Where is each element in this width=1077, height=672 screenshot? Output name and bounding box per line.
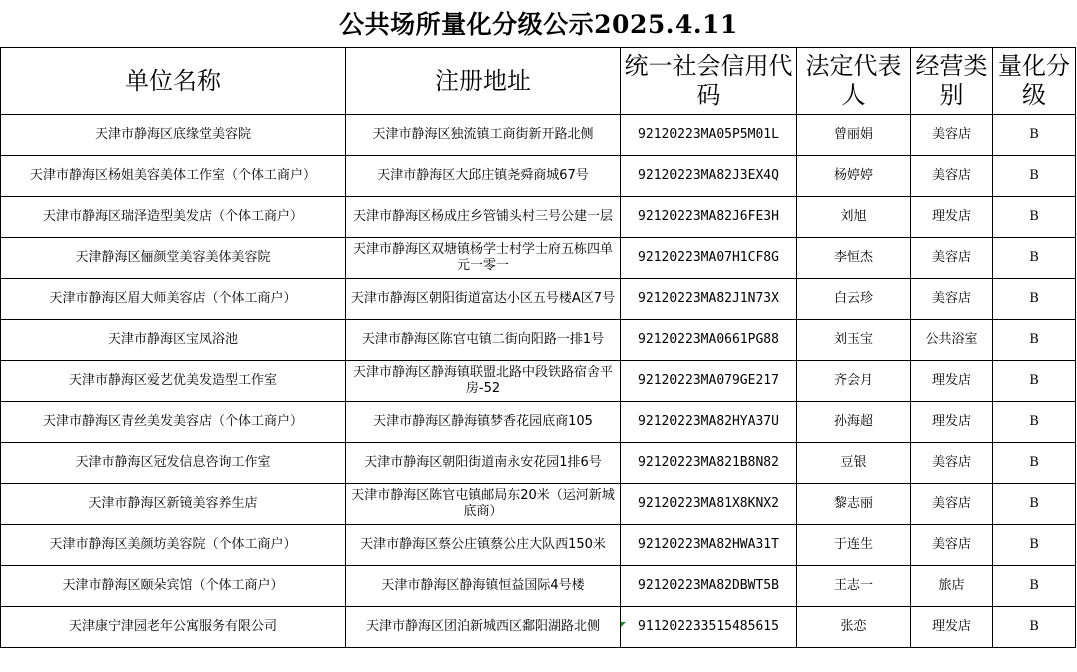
table-row <box>1 115 1076 156</box>
cell-grade: B <box>993 361 1076 402</box>
cell-type: 理发店 <box>911 402 993 443</box>
cell-rep: 刘旭 <box>797 197 911 238</box>
cell-type: 美容店 <box>911 279 993 320</box>
header-name: 单位名称 <box>1 48 346 115</box>
cell-name: 天津静海区俪颜堂美容美体美容院 <box>1 238 346 279</box>
table-row <box>1 156 1076 197</box>
cell-address: 天津市静海区静海镇恒益国际4号楼 <box>346 566 621 607</box>
cell-rep: 齐会月 <box>797 361 911 402</box>
cell-grade: B <box>993 402 1076 443</box>
cell-address: 天津市静海区静海镇联盟北路中段铁路宿舍平房-52 <box>346 361 621 402</box>
table-row <box>1 525 1076 566</box>
cell-rep: 张恋 <box>797 607 911 648</box>
table-row <box>1 279 1076 320</box>
table-row <box>1 484 1076 525</box>
cell-type: 理发店 <box>911 607 993 648</box>
cell-name: 天津市静海区冠发信息咨询工作室 <box>1 443 346 484</box>
cell-type: 美容店 <box>911 156 993 197</box>
cell-address: 天津市静海区大邱庄镇尧舜商城67号 <box>346 156 621 197</box>
cell-name: 天津市静海区美颜坊美容院（个体工商户） <box>1 525 346 566</box>
comment-marker-icon <box>621 622 626 627</box>
cell-code: 911202233515485615 <box>621 607 797 648</box>
table-row <box>1 443 1076 484</box>
cell-rep: 白云珍 <box>797 279 911 320</box>
cell-grade: B <box>993 238 1076 279</box>
cell-code: 92120223MA07H1CF8G <box>621 238 797 279</box>
cell-code: 92120223MA05P5M01L <box>621 115 797 156</box>
cell-code: 92120223MA82J6FE3H <box>621 197 797 238</box>
cell-type: 旅店 <box>911 566 993 607</box>
cell-type: 美容店 <box>911 525 993 566</box>
cell-code: 92120223MA81X8KNX2 <box>621 484 797 525</box>
cell-name: 天津康宁津园老年公寓服务有限公司 <box>1 607 346 648</box>
cell-type: 理发店 <box>911 197 993 238</box>
cell-grade: B <box>993 484 1076 525</box>
cell-address: 天津市静海区朝阳街道南永安花园1排6号 <box>346 443 621 484</box>
cell-code: 92120223MA821B8N82 <box>621 443 797 484</box>
cell-name: 天津市静海区瑞泽造型美发店（个体工商户） <box>1 197 346 238</box>
cell-name: 天津市静海区青丝美发美容店（个体工商户） <box>1 402 346 443</box>
cell-address: 天津市静海区朝阳街道富达小区五号楼A区7号 <box>346 279 621 320</box>
cell-grade: B <box>993 320 1076 361</box>
cell-name: 天津市静海区眉大师美容店（个体工商户） <box>1 279 346 320</box>
cell-address: 天津市静海区杨成庄乡管铺头村三号公建一层 <box>346 197 621 238</box>
cell-grade: B <box>993 566 1076 607</box>
cell-code: 92120223MA079GE217 <box>621 361 797 402</box>
cell-name: 天津市静海区新镜美容养生店 <box>1 484 346 525</box>
cell-rep: 于连生 <box>797 525 911 566</box>
cell-rep: 黎志丽 <box>797 484 911 525</box>
cell-type: 美容店 <box>911 443 993 484</box>
cell-address: 天津市静海区陈官屯镇二街向阳路一排1号 <box>346 320 621 361</box>
disclosure-table <box>0 47 1076 648</box>
cell-name: 天津市静海区颐朵宾馆（个体工商户） <box>1 566 346 607</box>
page-title: 公共场所量化分级公示2025.4.11 <box>339 10 738 39</box>
table-row <box>1 197 1076 238</box>
cell-name: 天津市静海区宝凤浴池 <box>1 320 346 361</box>
cell-rep: 王志一 <box>797 566 911 607</box>
cell-code: 92120223MA82DBWT5B <box>621 566 797 607</box>
cell-address: 天津市静海区团泊新城西区鄱阳湖路北侧 <box>346 607 621 648</box>
cell-grade: B <box>993 443 1076 484</box>
header-address: 注册地址 <box>346 48 621 115</box>
cell-name: 天津市静海区杨姐美容美体工作室（个体工商户） <box>1 156 346 197</box>
cell-address: 天津市静海区静海镇梦香花园底商105 <box>346 402 621 443</box>
cell-grade: B <box>993 607 1076 648</box>
cell-type: 理发店 <box>911 361 993 402</box>
header-code: 统一社会信用代码 <box>621 48 797 115</box>
cell-address: 天津市静海区陈官屯镇邮局东20米（运河新城底商） <box>346 484 621 525</box>
header-type: 经营类别 <box>911 48 993 115</box>
table-row <box>1 607 1076 648</box>
cell-rep: 刘玉宝 <box>797 320 911 361</box>
cell-code: 92120223MA82J1N73X <box>621 279 797 320</box>
cell-grade: B <box>993 279 1076 320</box>
cell-type: 美容店 <box>911 115 993 156</box>
cell-code: 92120223MA82HWA31T <box>621 525 797 566</box>
header-grade: 量化分级 <box>993 48 1076 115</box>
cell-address: 天津市静海区独流镇工商街新开路北侧 <box>346 115 621 156</box>
cell-code: 92120223MA82J3EX4Q <box>621 156 797 197</box>
table-row <box>1 402 1076 443</box>
cell-grade: B <box>993 115 1076 156</box>
cell-type: 美容店 <box>911 238 993 279</box>
header-rep: 法定代表人 <box>797 48 911 115</box>
cell-rep: 杨婷婷 <box>797 156 911 197</box>
cell-rep: 曾丽娟 <box>797 115 911 156</box>
cell-address: 天津市静海区蔡公庄镇蔡公庄大队西150米 <box>346 525 621 566</box>
cell-code: 92120223MA0661PG88 <box>621 320 797 361</box>
table-row <box>1 361 1076 402</box>
cell-code: 92120223MA82HYA37U <box>621 402 797 443</box>
header-row <box>1 48 1076 115</box>
cell-address: 天津市静海区双塘镇杨学士村学士府五栋四单元一零一 <box>346 238 621 279</box>
cell-rep: 李恒杰 <box>797 238 911 279</box>
cell-rep: 豆银 <box>797 443 911 484</box>
cell-grade: B <box>993 156 1076 197</box>
cell-rep: 孙海超 <box>797 402 911 443</box>
table-row <box>1 566 1076 607</box>
cell-grade: B <box>993 197 1076 238</box>
cell-type: 公共浴室 <box>911 320 993 361</box>
cell-name: 天津市静海区底缘堂美容院 <box>1 115 346 156</box>
cell-type: 美容店 <box>911 484 993 525</box>
table-row <box>1 320 1076 361</box>
cell-grade: B <box>993 525 1076 566</box>
table-row <box>1 238 1076 279</box>
cell-name: 天津市静海区爱艺优美发造型工作室 <box>1 361 346 402</box>
